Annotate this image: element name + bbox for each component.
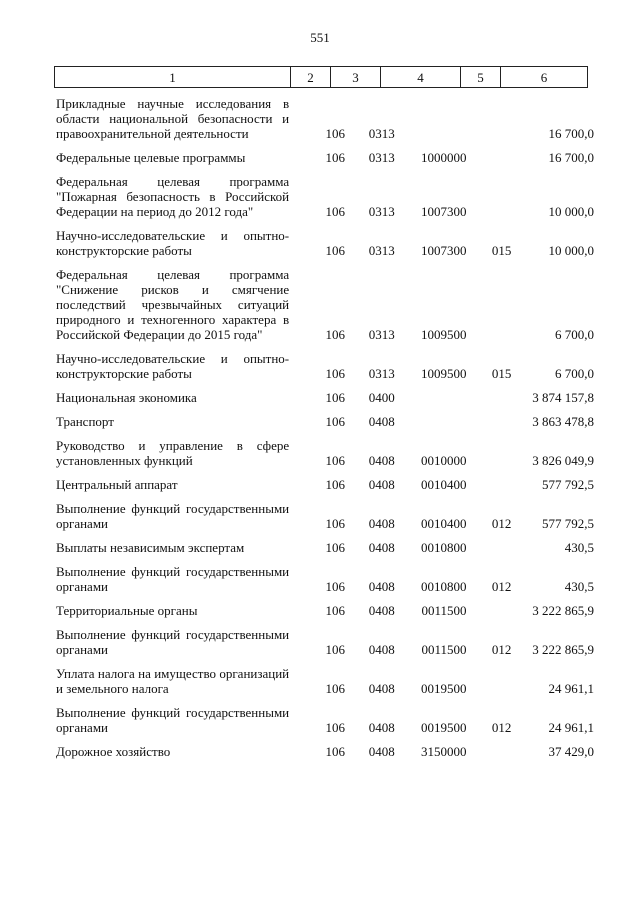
column-header-5: 5 <box>461 67 501 88</box>
item-name: Дорожное хозяйство <box>56 744 171 759</box>
amount: 16 700,0 <box>548 150 594 165</box>
section-code: 0408 <box>368 579 395 594</box>
item-name: Центральный аппарат <box>56 477 178 492</box>
column-header-4: 4 <box>381 67 461 88</box>
target-article-code: 0019500 <box>420 720 467 735</box>
amount: 24 961,1 <box>548 681 594 696</box>
item-name: Территориальные органы <box>56 603 198 618</box>
ministry-code: 106 <box>325 150 345 165</box>
section-code: 0400 <box>368 390 395 405</box>
ministry-code: 106 <box>325 390 345 405</box>
section-code: 0408 <box>368 540 395 555</box>
amount: 3 826 049,9 <box>532 453 594 468</box>
ministry-code: 106 <box>325 516 345 531</box>
amount: 6 700,0 <box>555 327 594 342</box>
expense-type-code: 015 <box>491 366 512 381</box>
ministry-code: 106 <box>325 366 345 381</box>
ministry-code: 106 <box>325 477 345 492</box>
section-code: 0408 <box>368 720 395 735</box>
table-row <box>54 666 594 696</box>
amount: 3 222 865,9 <box>532 603 594 618</box>
table-row <box>54 744 594 759</box>
column-header-table <box>54 66 588 88</box>
target-article-code: 1000000 <box>420 150 467 165</box>
item-name: Руководство и управление в сфере установленных функций <box>56 438 290 468</box>
amount: 3 874 157,8 <box>532 390 594 405</box>
item-name: Уплата налога на имущество организаций и земельного налога <box>56 666 290 696</box>
ministry-code: 106 <box>325 579 345 594</box>
table-row <box>54 705 594 735</box>
item-name: Федеральная целевая программа "Снижение рисков и смягчение последствий чрезвычайных ситуаций природного и техногенного характера в Российской Федерации до 2015 года" <box>56 267 290 342</box>
target-article-code: 0010000 <box>420 453 467 468</box>
ministry-code: 106 <box>325 414 345 429</box>
table-row <box>54 438 594 468</box>
item-name: Выполнение функций государственными органами <box>56 705 290 735</box>
section-code: 0408 <box>368 477 395 492</box>
section-code: 0408 <box>368 681 395 696</box>
target-article-code: 0010800 <box>420 579 467 594</box>
section-code: 0313 <box>368 243 395 258</box>
amount: 6 700,0 <box>555 366 594 381</box>
ministry-code: 106 <box>325 204 345 219</box>
table-row <box>54 96 594 141</box>
section-code: 0313 <box>368 366 395 381</box>
section-code: 0408 <box>368 516 395 531</box>
item-name: Научно-исследовательские и опытно-конструкторские работы <box>56 228 290 258</box>
ministry-code: 106 <box>325 720 345 735</box>
column-header-1: 1 <box>55 67 291 88</box>
table-row <box>54 564 594 594</box>
table-row <box>54 603 594 618</box>
column-header-2: 2 <box>291 67 331 88</box>
column-header-6: 6 <box>501 67 588 88</box>
ministry-code: 106 <box>325 126 345 141</box>
item-name: Федеральная целевая программа "Пожарная безопасность в Российской Федерации на период до 2012 года" <box>56 174 290 219</box>
table-row <box>54 390 594 405</box>
ministry-code: 106 <box>325 327 345 342</box>
ministry-code: 106 <box>325 744 345 759</box>
section-code: 0408 <box>368 453 395 468</box>
target-article-code: 1009500 <box>420 366 467 381</box>
expense-type-code: 012 <box>491 579 512 594</box>
amount: 430,5 <box>564 540 594 555</box>
expense-type-code: 012 <box>491 642 512 657</box>
target-article-code: 1007300 <box>420 204 467 219</box>
ministry-code: 106 <box>325 243 345 258</box>
amount: 577 792,5 <box>542 516 594 531</box>
table-row <box>54 540 594 555</box>
amount: 37 429,0 <box>548 744 594 759</box>
table-row <box>54 414 594 429</box>
target-article-code: 1009500 <box>420 327 467 342</box>
target-article-code: 1007300 <box>420 243 467 258</box>
table-row <box>54 228 594 258</box>
section-code: 0408 <box>368 603 395 618</box>
ministry-code: 106 <box>325 681 345 696</box>
item-name: Выплаты независимым экспертам <box>56 540 245 555</box>
amount: 3 222 865,9 <box>532 642 594 657</box>
target-article-code: 0011500 <box>421 603 467 618</box>
section-code: 0313 <box>368 126 395 141</box>
section-code: 0408 <box>368 414 395 429</box>
target-article-code: 3150000 <box>420 744 467 759</box>
table-row <box>54 627 594 657</box>
column-header-3: 3 <box>331 67 381 88</box>
target-article-code: 0010400 <box>420 477 467 492</box>
section-code: 0408 <box>368 744 395 759</box>
amount: 577 792,5 <box>542 477 594 492</box>
budget-table-body <box>54 96 594 768</box>
table-row <box>54 501 594 531</box>
ministry-code: 106 <box>325 540 345 555</box>
table-row <box>54 150 594 165</box>
ministry-code: 106 <box>325 603 345 618</box>
expense-type-code: 012 <box>491 720 512 735</box>
item-name: Национальная экономика <box>56 390 197 405</box>
item-name: Выполнение функций государственными органами <box>56 627 290 657</box>
amount: 430,5 <box>564 579 594 594</box>
target-article-code: 0019500 <box>420 681 467 696</box>
table-row <box>54 351 594 381</box>
section-code: 0313 <box>368 150 395 165</box>
ministry-code: 106 <box>325 642 345 657</box>
table-row <box>54 267 594 342</box>
amount: 10 000,0 <box>548 204 594 219</box>
item-name: Прикладные научные исследования в области национальной безопасности и правоохранительной деятельности <box>56 96 290 141</box>
item-name: Федеральные целевые программы <box>56 150 246 165</box>
table-row <box>54 477 594 492</box>
item-name: Выполнение функций государственными органами <box>56 501 290 531</box>
page-number: 551 <box>310 30 330 45</box>
section-code: 0313 <box>368 327 395 342</box>
item-name: Выполнение функций государственными органами <box>56 564 290 594</box>
amount: 10 000,0 <box>548 243 594 258</box>
expense-type-code: 015 <box>491 243 512 258</box>
amount: 16 700,0 <box>548 126 594 141</box>
table-row <box>54 174 594 219</box>
amount: 3 863 478,8 <box>532 414 594 429</box>
section-code: 0408 <box>368 642 395 657</box>
target-article-code: 0010800 <box>420 540 467 555</box>
ministry-code: 106 <box>325 453 345 468</box>
target-article-code: 0011500 <box>421 642 467 657</box>
item-name: Транспорт <box>56 414 114 429</box>
section-code: 0313 <box>368 204 395 219</box>
item-name: Научно-исследовательские и опытно-конструкторские работы <box>56 351 290 381</box>
column-header-row <box>55 67 588 88</box>
expense-type-code: 012 <box>491 516 512 531</box>
target-article-code: 0010400 <box>420 516 467 531</box>
amount: 24 961,1 <box>548 720 594 735</box>
